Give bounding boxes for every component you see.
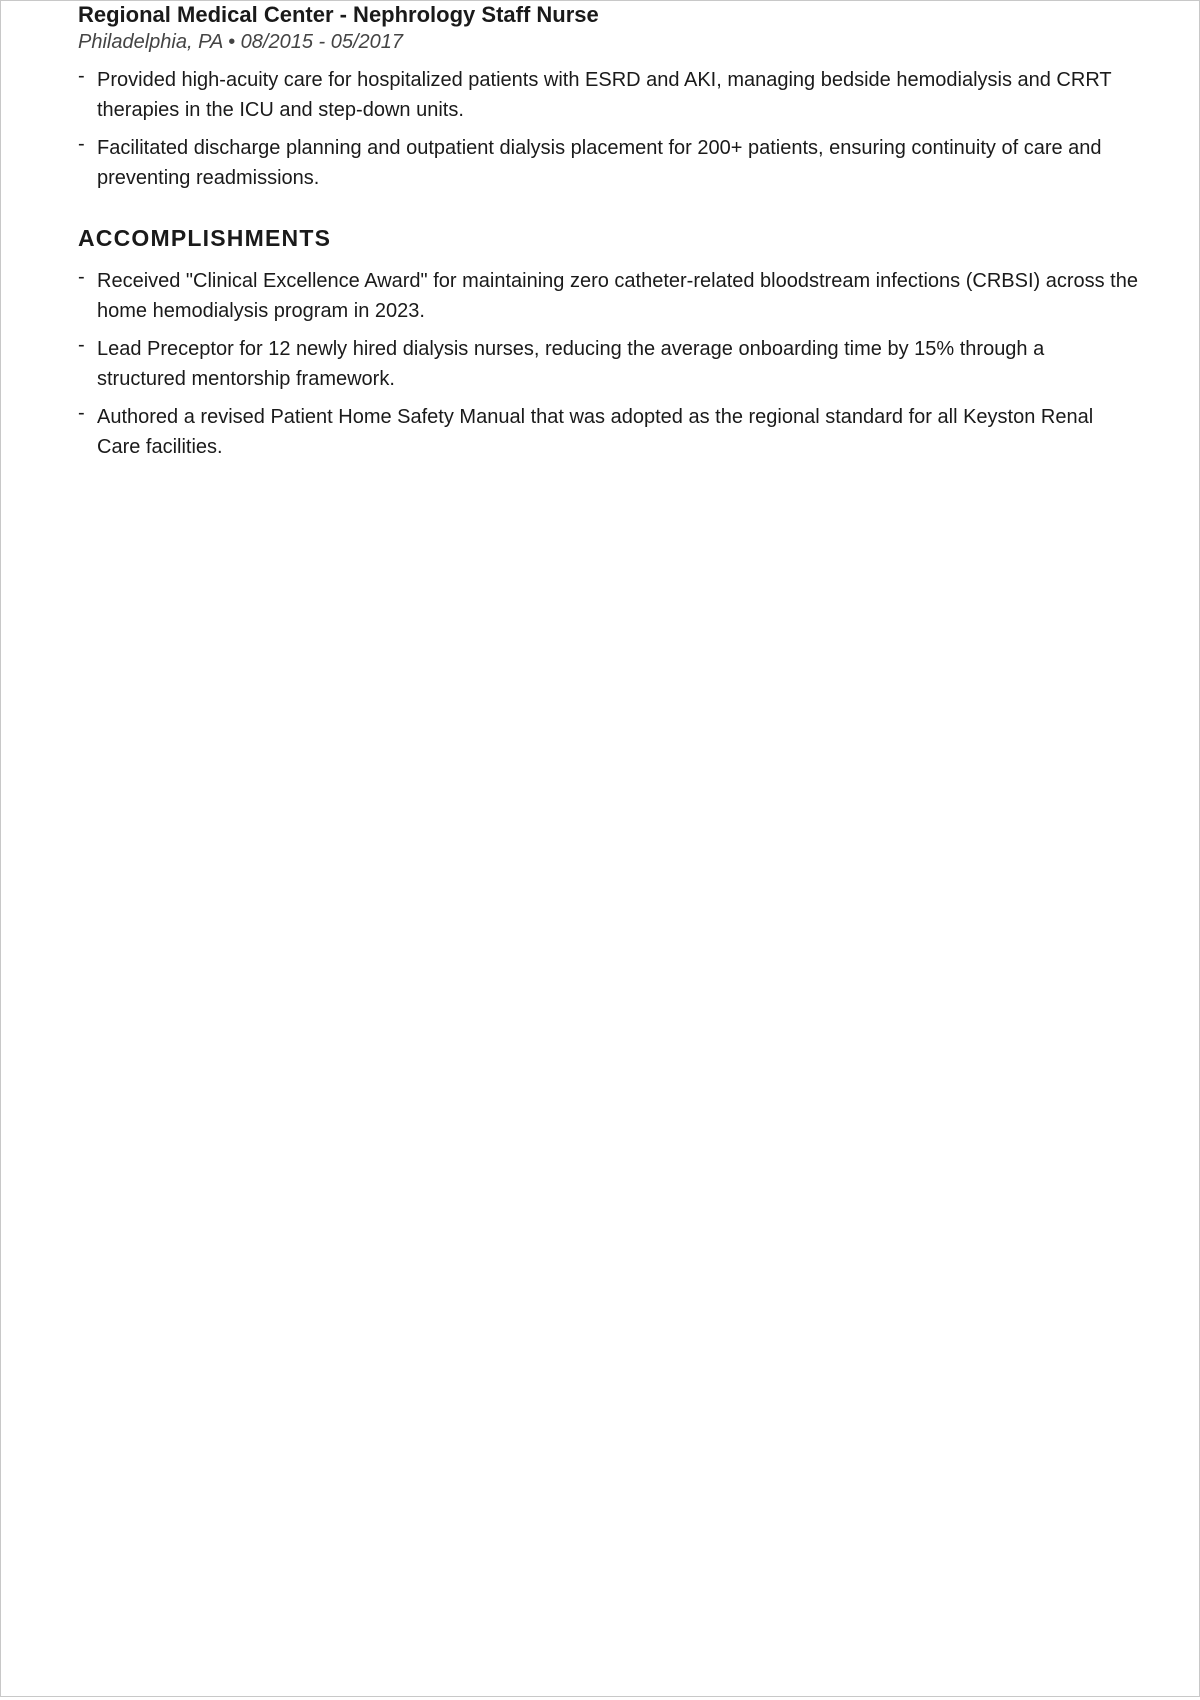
resume-content <box>78 1 1138 470</box>
accomplishments-heading: ACCOMPLISHMENTS <box>78 225 332 251</box>
accomplishment-text: Received "Clinical Excellence Award" for maintaining zero catheter-related bloodstream infections (CRBSI) across the home hemodialysis program in 2023. <box>97 270 1138 322</box>
accomplishment-item <box>78 334 1138 394</box>
job-bullet-item <box>78 133 1138 193</box>
bullet-dash: - <box>78 402 85 424</box>
accomplishments-list <box>78 266 1138 462</box>
bullet-dash: - <box>78 334 85 356</box>
accomplishments-section <box>78 223 1138 462</box>
accomplishment-item <box>78 266 1138 326</box>
accomplishment-text: Lead Preceptor for 12 newly hired dialysis nurses, reducing the average onboarding time by 15% through a structured mentorship framework. <box>97 338 1045 390</box>
accomplishment-text: Authored a revised Patient Home Safety Manual that was adopted as the regional standard for all Keyston Renal Care facilities. <box>97 406 1094 458</box>
experience-entry <box>78 1 1138 193</box>
bullet-dash: - <box>78 133 85 155</box>
job-location-dates: Philadelphia, PA • 08/2015 - 05/2017 <box>78 31 404 53</box>
job-bullet-text: Provided high-acuity care for hospitalized patients with ESRD and AKI, managing bedside hemodialysis and CRRT therapies in the ICU and step-down units. <box>97 69 1112 121</box>
accomplishment-item <box>78 402 1138 462</box>
job-title: Regional Medical Center - Nephrology Staff Nurse <box>78 2 599 27</box>
job-bullet-text: Facilitated discharge planning and outpatient dialysis placement for 200+ patients, ensuring continuity of care and preventing readmissions. <box>97 137 1102 189</box>
bullet-dash: - <box>78 65 85 87</box>
job-bullet-list <box>78 65 1138 193</box>
bullet-dash: - <box>78 266 85 288</box>
job-bullet-item <box>78 65 1138 125</box>
